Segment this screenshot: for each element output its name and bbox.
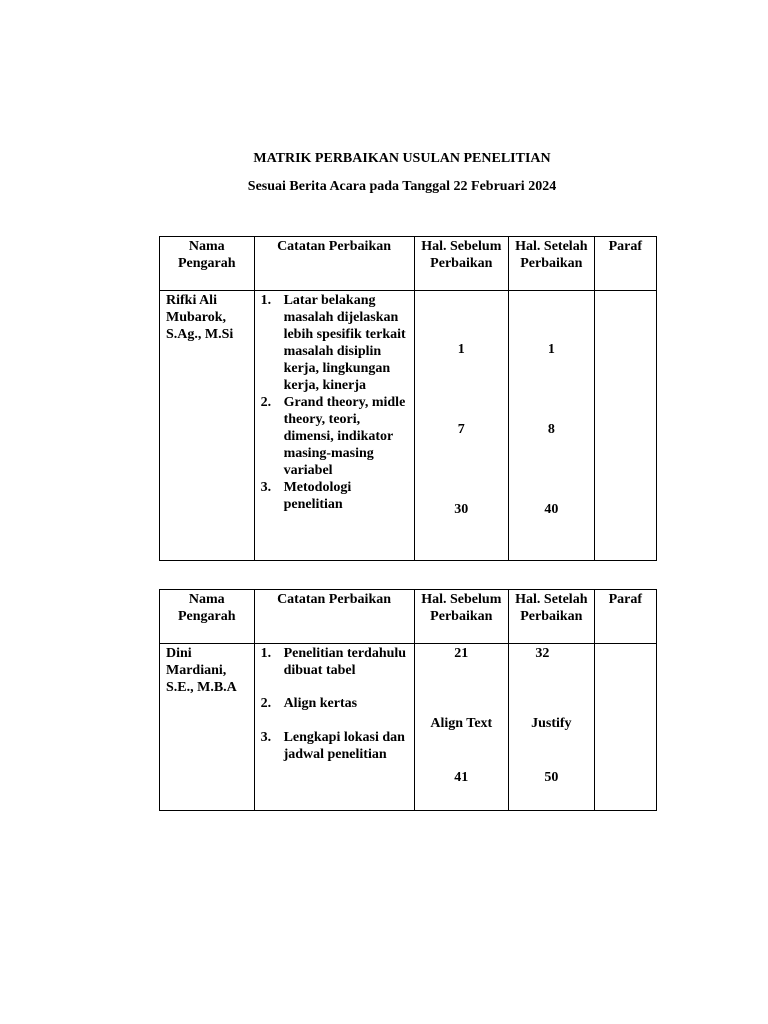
hal-setelah-value: 32 <box>535 646 550 661</box>
hal-setelah-value: Justify <box>531 716 572 731</box>
header-hal-setelah: Hal. Setelah Perbaikan <box>509 590 595 644</box>
table-header-row <box>160 590 657 644</box>
table-row <box>160 644 657 811</box>
list-item: 2. Grand theory, midle theory, teori, dimensi, indikator masing-masing variabel <box>260 395 406 478</box>
hal-setelah-value: 50 <box>544 770 559 785</box>
hal-setelah-value: 40 <box>544 502 559 517</box>
catatan-cell <box>254 644 414 811</box>
catatan-cell <box>254 291 414 561</box>
table-header-row <box>160 237 657 291</box>
pengarah-name: Dini Mardiani, S.E., M.B.A <box>160 644 255 811</box>
hal-sebelum-value: 21 <box>454 646 469 661</box>
hal-sebelum-value: 41 <box>454 770 469 785</box>
header-catatan-perbaikan: Catatan Perbaikan <box>254 590 414 644</box>
header-paraf: Paraf <box>594 237 656 291</box>
document-title: MATRIK PERBAIKAN USULAN PENELITIAN <box>253 151 551 166</box>
header-catatan-perbaikan: Catatan Perbaikan <box>254 237 414 291</box>
header-hal-setelah: Hal. Setelah Perbaikan <box>509 237 595 291</box>
table-row <box>160 291 657 561</box>
hal-sebelum-cell <box>414 644 509 811</box>
hal-sebelum-cell <box>414 291 509 561</box>
hal-setelah-value: 1 <box>547 342 555 357</box>
hal-setelah-cell <box>509 291 595 561</box>
header-hal-sebelum: Hal. Sebelum Perbaikan <box>414 590 509 644</box>
list-item: 3. Metodologi penelitian <box>260 480 352 512</box>
hal-sebelum-value: 1 <box>457 342 465 357</box>
hal-sebelum-value: 7 <box>457 422 465 437</box>
header-paraf: Paraf <box>594 590 656 644</box>
revision-table-2 <box>159 589 657 811</box>
list-item: 3. Lengkapi lokasi dan jadwal penelitian <box>260 730 405 762</box>
header-hal-sebelum: Hal. Sebelum Perbaikan <box>414 237 509 291</box>
paraf-cell[interactable] <box>594 644 656 811</box>
paraf-cell[interactable] <box>594 291 656 561</box>
header-nama-pengarah: Nama Pengarah <box>160 237 255 291</box>
list-item: 1. Penelitian terdahulu dibuat tabel <box>260 646 407 678</box>
header-nama-pengarah: Nama Pengarah <box>160 590 255 644</box>
list-item: 1. Latar belakang masalah dijelaskan lebih spesifik terkait masalah disiplin kerja, lingkungan kerja, kinerja <box>260 293 406 393</box>
revision-table-1 <box>159 236 657 561</box>
list-item: 2. Align kertas <box>260 696 358 711</box>
hal-sebelum-value: Align Text <box>430 716 493 731</box>
hal-setelah-cell <box>509 644 595 811</box>
hal-setelah-value: 8 <box>547 422 555 437</box>
hal-sebelum-value: 30 <box>454 502 469 517</box>
pengarah-name: Rifki Ali Mubarok, S.Ag., M.Si <box>160 291 255 561</box>
document-subtitle: Sesuai Berita Acara pada Tanggal 22 Februari 2024 <box>247 179 557 194</box>
